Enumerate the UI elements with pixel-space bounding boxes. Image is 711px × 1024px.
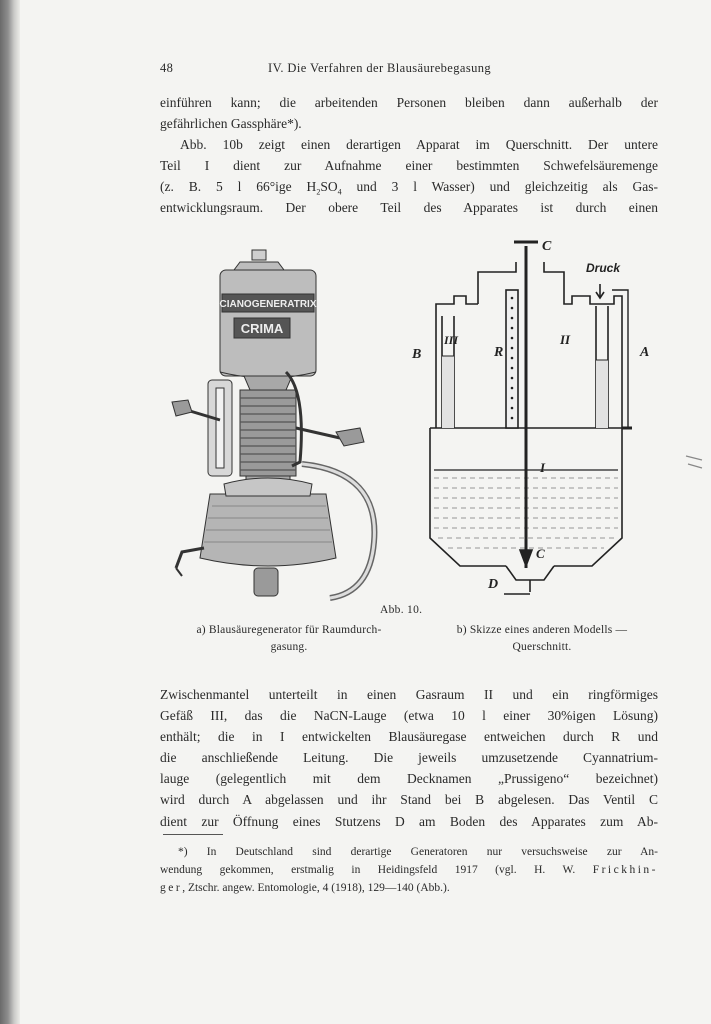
running-title: IV. Die Verfahren der Blausäurebegasung	[268, 61, 492, 75]
text-line: die anschließende Leitung. Die jeweils umzusetzende Cyannatrium-	[160, 750, 658, 766]
label-c-bottom: C	[536, 546, 545, 561]
caption-right-line: Querschnitt.	[512, 641, 572, 653]
text-line: einführen kann; die arbeitenden Personen bleiben dann außerhalb der	[160, 95, 658, 110]
footnote	[160, 843, 658, 897]
figure-caption-left	[164, 622, 414, 656]
cross-section-sketch	[430, 242, 632, 594]
figure-10-illustrations	[160, 232, 660, 612]
label-a: A	[640, 345, 650, 360]
label-b: B	[412, 347, 422, 362]
running-header	[160, 61, 658, 79]
generator-label-line-1: CIANOGENERATRIX	[219, 299, 317, 310]
text-line: Zwischenmantel unterteilt in einen Gasraum II und ein ringförmiges	[160, 687, 658, 702]
text-line-formula: (z. B. 5 l 66°ige $H_2SO_4$ und 3 l Wasser) und gleichzeitig als Gas-	[160, 179, 658, 197]
text-line: gefährlichen Gassphäre*).	[160, 116, 302, 132]
label-r: R	[494, 345, 504, 360]
text-line: dient zur Öffnung eines Stutzens D am Boden des Apparates zum Ab-	[160, 813, 658, 829]
text-line: wird durch A abgelassen und ihr Stand bei B abgelesen. Das Ventil C	[160, 792, 658, 808]
generator-illustration	[172, 250, 374, 598]
author-name: Frickhin-	[592, 864, 658, 876]
paragraph-intro	[160, 92, 658, 134]
label-d: D	[488, 577, 499, 592]
caption-left-line: a) Blausäuregenerator für Raumdurch-	[196, 624, 382, 636]
text-line: lauge (gelegentlich mit dem Decknamen „Prussigeno“ bezeichnet)	[160, 771, 658, 787]
text-line: entwicklungsraum. Der obere Teil des Apparates ist durch einen	[160, 200, 658, 216]
text-line: Teil I dient zur Aufnahme einer bestimmten Schwefelsäuremenge	[160, 158, 658, 174]
paragraph-apparatus	[160, 134, 658, 218]
paragraph-description	[160, 684, 658, 832]
generator-label-line-2: CRIMA	[240, 321, 284, 336]
figure-caption-title: Abb. 10.	[380, 604, 423, 616]
footnote-line: wendung gekommen, erstmalig in Heidingsfeld 1917 (vgl. H. W. Frickhin-	[160, 864, 658, 876]
page-number: 48	[160, 61, 174, 75]
footnote-divider	[163, 834, 223, 835]
label-iii: III	[444, 333, 459, 347]
footnote-line: ger, Ztschr. angew. Entomologie, 4 (1918), 129—140 (Abb.).	[160, 882, 450, 894]
text-line: Abb. 10b zeigt einen derartigen Apparat im Querschnitt. Der untere	[180, 137, 658, 152]
author-name: ger	[160, 882, 183, 894]
text-line: enthält; die in I entwickelten Blausäuregase entweichen durch R und	[160, 729, 658, 745]
footnote-line: *) In Deutschland sind derartige Generatoren nur versuchsweise zur An-	[178, 846, 658, 858]
text-line: Gefäß III, das die NaCN-Lauge (etwa 10 l einer 30%igen Lösung)	[160, 708, 658, 724]
margin-mark	[684, 452, 704, 472]
figure-caption-right	[424, 622, 660, 656]
caption-right-line: b) Skizze eines anderen Modells —	[456, 624, 628, 636]
figure-10	[160, 232, 660, 612]
label-c-top: C	[542, 239, 552, 254]
label-druck: Druck	[586, 261, 621, 275]
label-i: I	[540, 460, 546, 475]
caption-left-line: gasung.	[270, 641, 308, 653]
label-ii: II	[560, 332, 571, 347]
